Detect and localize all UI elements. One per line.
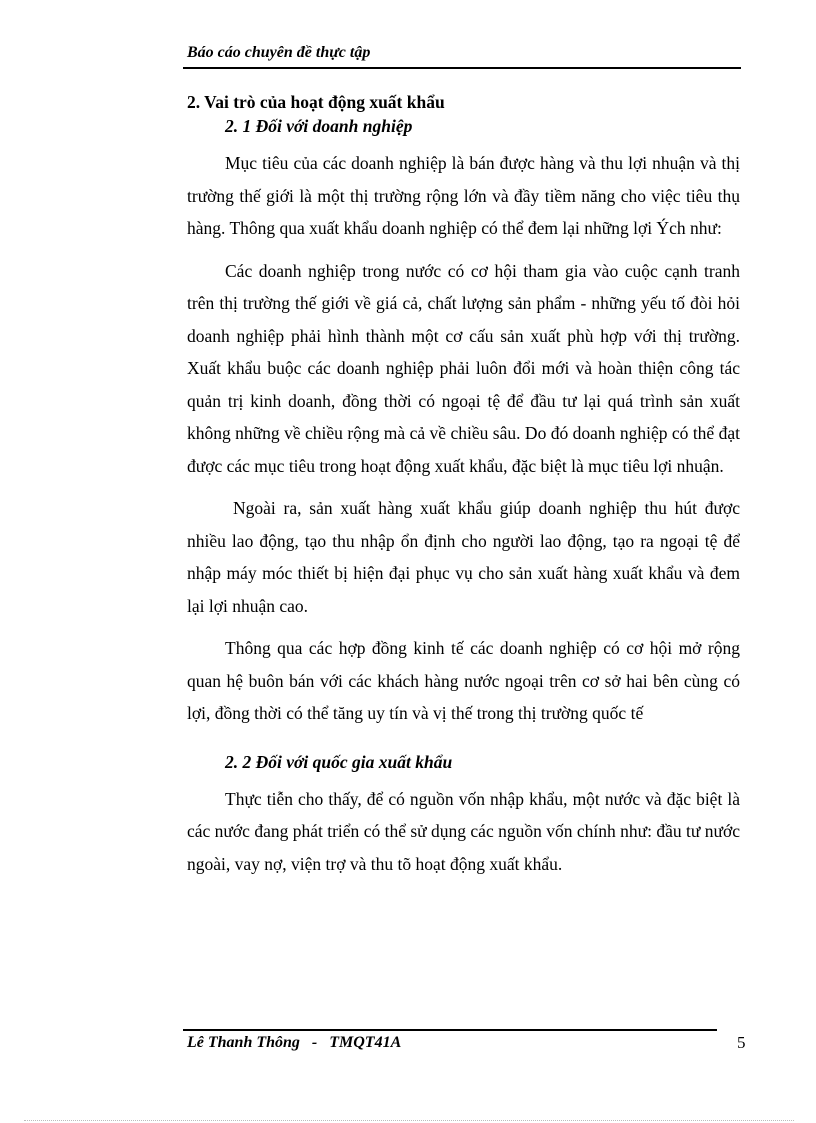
footer-divider xyxy=(183,1029,717,1031)
paragraph-2: Các doanh nghiệp trong nước có cơ hội tham gia vào cuộc cạnh tranh trên thị trường thế giới về giá cả, chất lượng sản phẩm - những yếu tố đòi hỏi doanh nghiệp phải hình thành một cơ cấu sản xuất phù hợp với thị trường. Xuất khẩu buộc các doanh nghiệp phải luôn đổi mới và hoàn thiện công tác quản trị kinh doanh, đồng thời có ngoại tệ để đầu tư lại quá trình sản xuất không những về chiều rộng mà cả về chiều sâu. Do đó doanh nghiệp có thể đạt được các mục tiêu trong hoạt động xuất khẩu, đặc biệt là mục tiêu lợi nhuận. xyxy=(187,260,740,476)
paragraph-5: Thực tiễn cho thấy, để có nguồn vốn nhập khẩu, một nước và đặc biệt là các nước đang phát triển có thể sử dụng các nguồn vốn chính như: đầu tư nước ngoài, vay nợ, viện trợ và thu tõ hoạt động xuất khẩu. xyxy=(187,788,740,874)
page-edge-divider xyxy=(24,1120,794,1121)
section-heading: 2. Vai trò của hoạt động xuất khẩu xyxy=(187,92,445,112)
page-body xyxy=(187,90,740,880)
paragraph-3: Ngoài ra, sản xuất hàng xuất khẩu giúp doanh nghiệp thu hút được nhiều lao động, tạo thu nhập ổn định cho người lao động, tạo ra ngoại tệ để nhập máy móc thiết bị hiện đại phục vụ cho sản xuất hàng xuất khẩu và đem lại lợi nhuận cao. xyxy=(187,498,740,616)
paragraph-1: Mục tiêu của các doanh nghiệp là bán được hàng và thu lợi nhuận và thị trường thế giới là một thị trường rộng lớn và đầy tiềm năng cho việc tiêu thụ hàng. Thông qua xuất khẩu doanh nghiệp có thể đem lại những lợi Ých như: xyxy=(187,153,740,238)
subsection-heading-2: 2. 2 Đối với quốc gia xuất khẩu xyxy=(225,751,453,772)
paragraph-4: Thông qua các hợp đồng kinh tế các doanh nghiệp có cơ hội mở rộng quan hệ buôn bán với các khách hàng nước ngoại trên cơ sở hai bên cùng có lợi, đồng thời có thể tăng uy tín và vị thế trong thị trường quốc tế xyxy=(187,638,740,723)
footer-author: Lê Thanh Thông - TMQT41A xyxy=(187,1034,402,1051)
header-divider xyxy=(183,67,741,69)
running-header: Báo cáo chuyên đề thực tập xyxy=(187,44,371,61)
page-number: 5 xyxy=(737,1033,746,1052)
subsection-heading-1: 2. 1 Đối với doanh nghiệp xyxy=(225,116,413,136)
